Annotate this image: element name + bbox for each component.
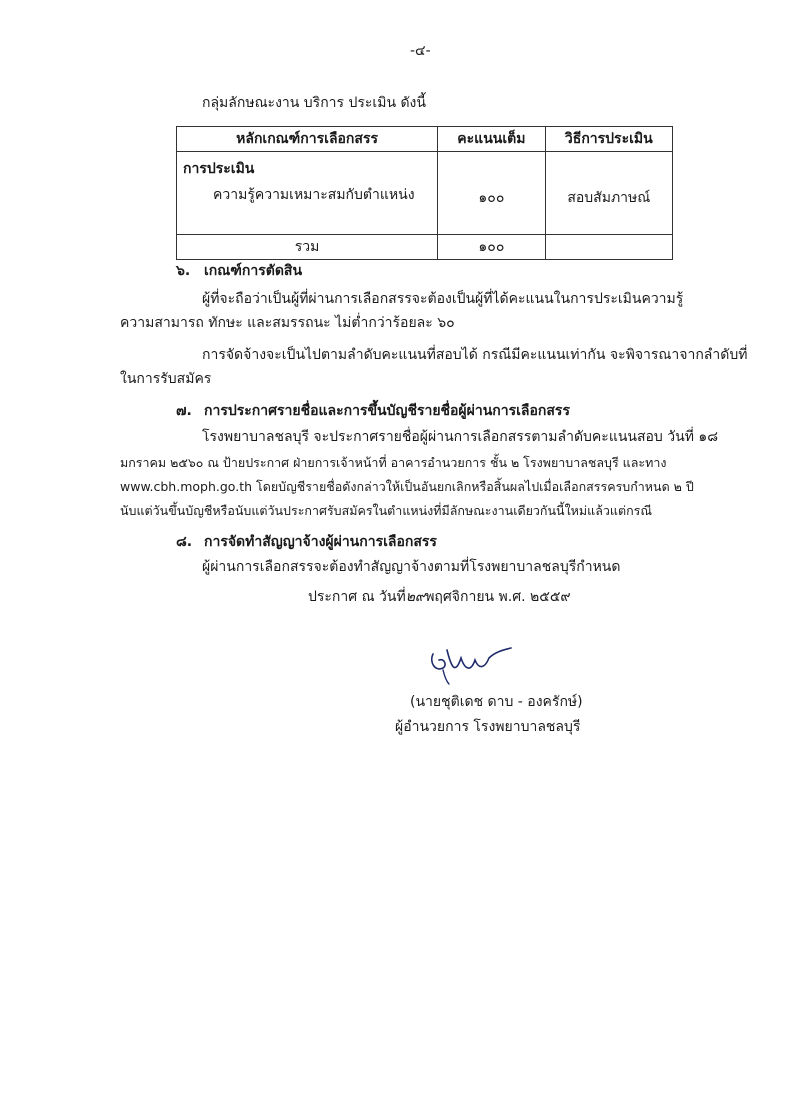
eval-score: ๑๐๐: [438, 152, 545, 235]
signer-position: ผู้อำนวยการ โรงพยาบาลชลบุรี: [395, 719, 581, 735]
section6-number: ๖.: [176, 263, 191, 279]
section6-p2-line1: การจัดจ้างจะเป็นไปตามลำดับคะแนนที่สอบได้ กรณีมีคะแนนเท่ากัน จะพิจารณาจากลำดับที่: [202, 347, 748, 363]
section6-p2-line2: ในการรับสมัคร: [120, 371, 212, 387]
section8-title: การจัดทำสัญญาจ้างผู้ผ่านการเลือกสรร: [204, 534, 437, 550]
section7-line3: www.cbh.moph.go.th โดยบัญชีรายชื่อดังกล่าวให้เป็นอันยกเลิกหรือสิ้นผลไปเมื่อเลือกสรรครบกำหนด ๒ ปี: [120, 479, 694, 494]
section8-line1: ผู้ผ่านการเลือกสรรจะต้องทำสัญญาจ้างตามที่โรงพยาบาลชลบุรีกำหนด: [202, 559, 621, 575]
table-header-row: [177, 127, 673, 152]
signer-name: (นายชุติเดช ดาบ - องครักษ์): [410, 694, 583, 710]
section6-p1-line1: ผู้ที่จะถือว่าเป็นผู้ที่ผ่านการเลือกสรรจะต้องเป็นผู้ที่ได้คะแนนในการประเมินความรู้: [202, 291, 684, 307]
eval-method: สอบสัมภาษณ์: [545, 152, 672, 235]
announce-prefix: ประกาศ ณ วันที่: [308, 589, 406, 605]
criteria-cell: [177, 152, 438, 235]
header-criteria: หลักเกณฑ์การเลือกสรร: [177, 127, 438, 152]
header-method: วิธีการประเมิน: [545, 127, 672, 152]
section7-heading: [176, 402, 570, 420]
section6-p1-line2: ความสามารถ ทักษะ และสมรรถนะ ไม่ต่ำกว่าร้อยละ ๖๐: [120, 315, 455, 331]
total-empty-cell: [545, 235, 672, 260]
intro-text: กลุ่มลักษณะงาน บริการ ประเมิน ดังนี้: [202, 95, 426, 111]
header-full-score: คะแนนเต็ม: [438, 127, 545, 152]
section7-line4: นับแต่วันขึ้นบัญชีหรือนับแต่วันประกาศรับสมัครในตำแหน่งที่มีลักษณะงานเดียวกันนี้ใหม่แล้วแต่กรณี: [120, 503, 652, 518]
announce-rest: พฤศจิกายน พ.ศ. ๒๕๕๙: [425, 589, 571, 605]
section6-heading: [176, 262, 302, 280]
section7-title: การประกาศรายชื่อและการขึ้นบัญชีรายชื่อผู้ผ่านการเลือกสรร: [204, 403, 570, 419]
page-number: -๔-: [410, 43, 431, 59]
section7-number: ๗.: [176, 403, 192, 419]
section7-line1: โรงพยาบาลชลบุรี จะประกาศรายชื่อผู้ผ่านการเลือกสรรตามลำดับคะแนนสอบ วันที่ ๑๘: [202, 429, 719, 445]
announcement-date: [308, 588, 571, 606]
signature-image: [425, 640, 515, 685]
section6-title: เกณฑ์การตัดสิน: [204, 263, 303, 279]
announce-day: ๒๙: [405, 589, 426, 605]
table-row: [177, 152, 673, 235]
criteria-table: [176, 126, 673, 260]
eval-item: ความรู้ความเหมาะสมกับตำแหน่ง: [213, 187, 415, 203]
total-label: รวม: [177, 235, 438, 260]
total-score: ๑๐๐: [438, 235, 545, 260]
eval-title: การประเมิน: [183, 161, 255, 177]
table-total-row: [177, 235, 673, 260]
section8-heading: [176, 533, 437, 551]
section8-number: ๘.: [176, 534, 193, 550]
section7-line2: มกราคม ๒๕๖๐ ณ ป้ายประกาศ ฝ่ายการเจ้าหน้าที่ อาคารอำนวยการ ชั้น ๒ โรงพยาบาลชลบุรี และทาง: [120, 455, 667, 470]
